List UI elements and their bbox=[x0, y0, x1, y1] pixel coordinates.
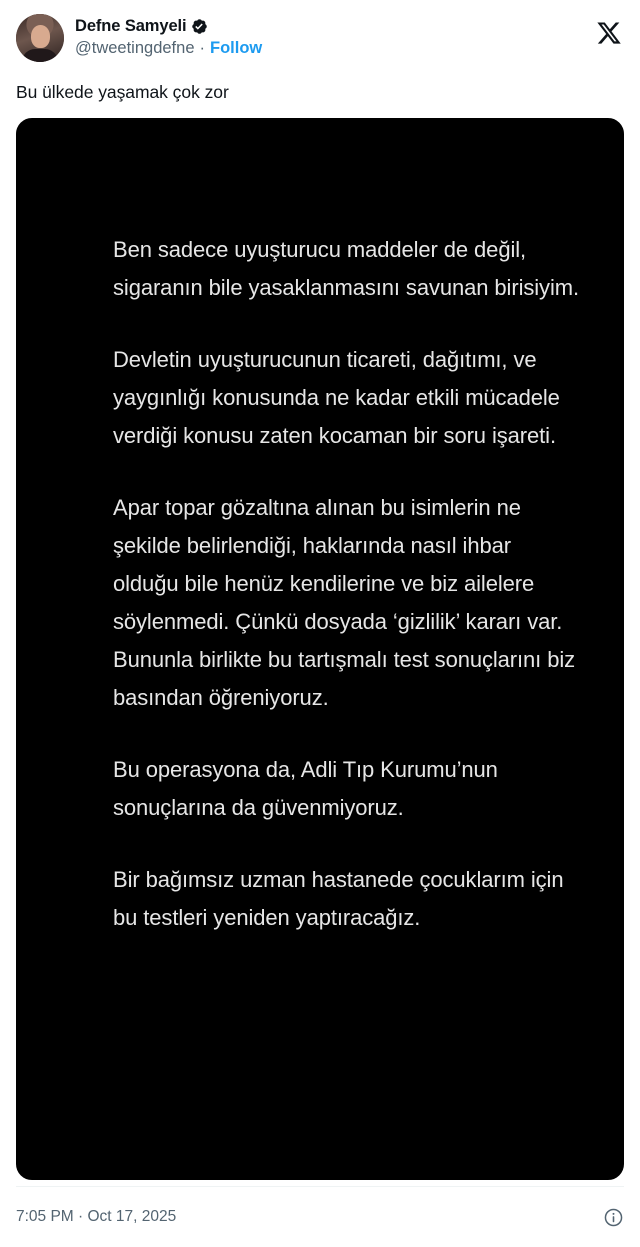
handle-separator: · bbox=[199, 39, 205, 57]
avatar[interactable] bbox=[16, 14, 64, 62]
avatar-face bbox=[31, 25, 50, 48]
author-info bbox=[75, 14, 262, 59]
media-paragraph: Ben sadece uyuşturucu maddeler de değil, sigaranın bile yasaklanmasını savunan birisiyim. bbox=[113, 237, 579, 300]
media-paragraph: Apar topar gözaltına alınan bu isimlerin ne şekilde belirlendiği, haklarında nasıl ihbar olduğu bile henüz kendilerine ve biz ailelere söylenmedi. Çünkü dosyada ‘gizlilik’ kararı var. Bununla birlikte bu tartışmalı test sonuçlarını biz basından öğreniyoruz. bbox=[113, 495, 576, 710]
media-text-block bbox=[17, 119, 623, 937]
tweet-timestamp: 7:05 PM · Oct 17, 2025 bbox=[16, 1208, 177, 1225]
author-name-row bbox=[75, 16, 262, 36]
media-paragraph: Devletin uyuşturucunun ticareti, dağıtımı, ve yaygınlığı konusunda ne kadar etkili mücadele verdiği konusu zaten kocaman bir soru işareti. bbox=[113, 347, 560, 448]
media-paragraph: Bir bağımsız uzman hastanede çocuklarım için bu testleri yeniden yaptıracağız. bbox=[113, 867, 564, 930]
author-display-name[interactable]: Defne Samyeli bbox=[75, 17, 187, 35]
tweet-media-image[interactable] bbox=[16, 118, 624, 1180]
follow-button[interactable]: Follow bbox=[210, 39, 263, 57]
verified-badge-icon bbox=[191, 18, 208, 35]
x-logo-icon[interactable] bbox=[596, 20, 622, 46]
info-circle-icon[interactable] bbox=[603, 1207, 624, 1228]
tweet-footer bbox=[16, 1186, 624, 1247]
author-handle[interactable]: @tweetingdefne bbox=[75, 39, 195, 57]
tweet-header bbox=[16, 14, 624, 62]
avatar-shoulders bbox=[22, 49, 58, 62]
tweet-text: Bu ülkede yaşamak çok zor bbox=[16, 82, 229, 102]
media-paragraph: Bu operasyona da, Adli Tıp Kurumu’nun sonuçlarına da güvenmiyoruz. bbox=[113, 757, 498, 820]
author-handle-row bbox=[75, 38, 262, 59]
